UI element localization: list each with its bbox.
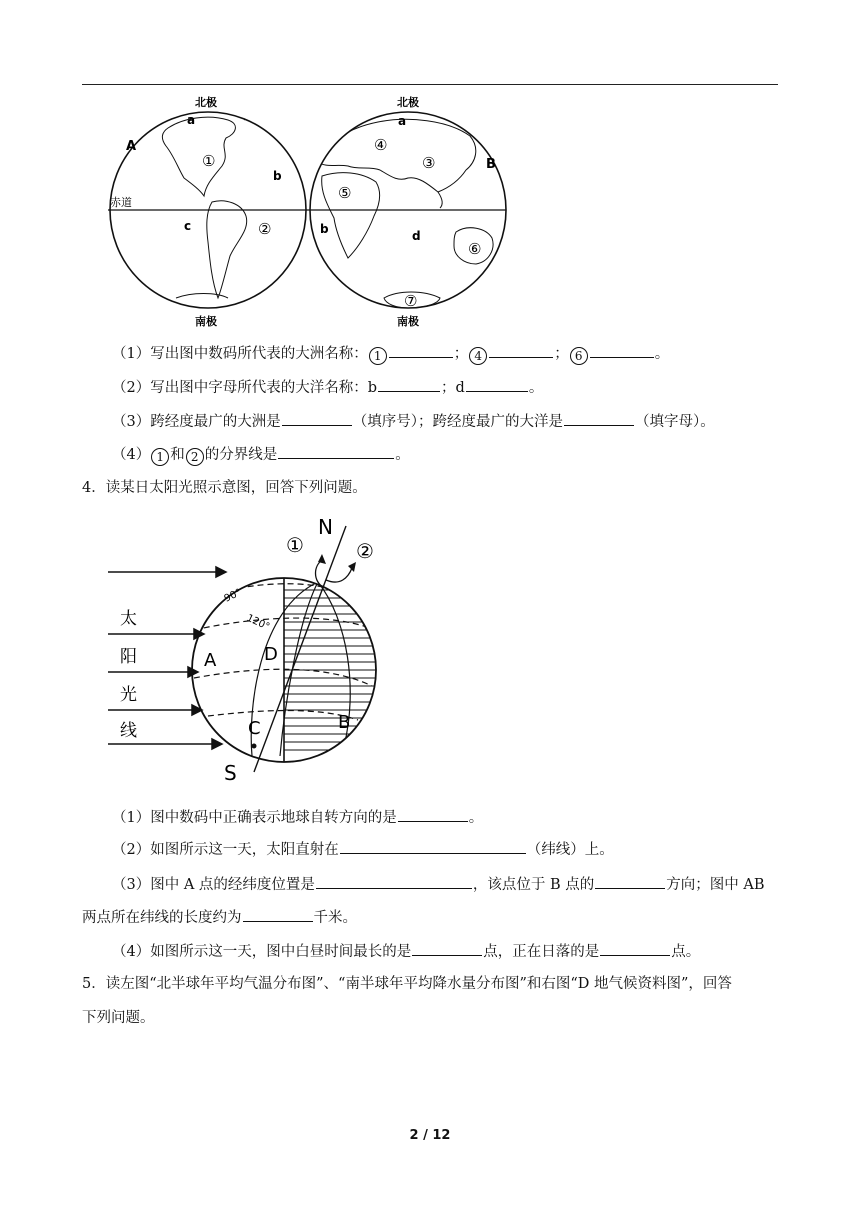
circle-4: 4 — [469, 347, 487, 365]
period: 。 — [528, 380, 544, 396]
longitude-90-label: 90° — [222, 587, 244, 605]
q4-s2-text-b: （纬线）上。 — [526, 842, 614, 858]
sunlight-char-1: 太 — [120, 609, 137, 629]
page-number: 2 / 12 — [409, 1128, 451, 1143]
answer-blank[interactable] — [378, 376, 440, 392]
q4-line-3 — [112, 873, 765, 895]
longitude-120-label: 120° — [244, 612, 272, 633]
period: 。 — [654, 346, 670, 362]
answer-blank[interactable] — [243, 906, 313, 922]
arrow-2-label: ② — [356, 539, 374, 563]
equator-label: 赤道 — [110, 196, 132, 209]
separator: ； — [453, 346, 469, 362]
north-label: N — [318, 515, 333, 539]
q4-s4-text: （4）如图所示这一天，图中白昼时间最长的是 — [112, 944, 412, 960]
q4-line-1 — [112, 806, 483, 828]
answer-blank[interactable] — [489, 342, 553, 358]
q3-line-1 — [112, 342, 669, 365]
q3-s4-text-b: 的分界线是 — [204, 447, 278, 463]
continent-4-label: ④ — [374, 136, 388, 154]
q3-s2-text: （2）写出图中字母所代表的大洋名称：b — [112, 380, 378, 396]
continent-6-label: ⑥ — [468, 240, 482, 258]
q4-line-4 — [82, 906, 357, 928]
answer-blank[interactable] — [282, 410, 352, 426]
q4-s2-text: （2）如图所示这一天，太阳直射在 — [112, 842, 339, 858]
q3-s2-d: ；d — [441, 380, 465, 396]
answer-blank[interactable] — [278, 443, 394, 459]
q4-s3-text-e: 千米。 — [313, 910, 357, 926]
q3-s4-text: （4） — [112, 447, 151, 463]
period: 。 — [395, 447, 410, 463]
q3-s1-text: （1）写出图中数码所代表的大洲名称： — [112, 346, 368, 362]
label-B: B — [486, 157, 496, 172]
answer-blank[interactable] — [600, 940, 670, 956]
q4-s3-text-d: 两点所在纬线的长度约为 — [82, 910, 242, 926]
q4-s3-text-b: ，该点位于 B 点的 — [472, 877, 595, 893]
q3-line-3 — [112, 410, 715, 432]
point-D-label: D — [264, 644, 278, 665]
sunlight-char-2: 阳 — [120, 647, 137, 667]
sunlight-char-4: 线 — [120, 721, 137, 741]
answer-blank[interactable] — [595, 873, 665, 889]
q4-s4-text-c: 点。 — [671, 944, 701, 960]
q4-title: 4．读某日太阳光照示意图，回答下列问题。 — [82, 480, 367, 496]
arrow-1-label: ① — [286, 533, 304, 557]
north-pole-right-label: 北极 — [397, 96, 419, 109]
period: 。 — [468, 810, 484, 826]
q4-line-5 — [112, 940, 700, 962]
continent-2-label: ② — [258, 220, 272, 238]
label-a-left: a — [187, 113, 196, 127]
south-pole-left-label: 南极 — [195, 315, 217, 328]
label-b-right: b — [320, 222, 329, 236]
q4-line-2 — [112, 838, 614, 860]
continent-5-label: ⑤ — [338, 184, 352, 202]
q4-s4-text-b: 点，正在日落的是 — [483, 944, 600, 960]
q3-line-4 — [112, 443, 410, 466]
answer-blank[interactable] — [340, 838, 526, 854]
sunlight-char-3: 光 — [120, 685, 137, 705]
point-C-label: C — [248, 718, 261, 739]
circle-1: 1 — [151, 448, 169, 466]
south-pole-right-label: 南极 — [397, 315, 419, 328]
q4-s3-text: （3）图中 A 点的经纬度位置是 — [112, 877, 315, 893]
answer-blank[interactable] — [466, 376, 528, 392]
south-label: S — [224, 761, 237, 785]
continent-1-label: ① — [202, 152, 216, 170]
q4-s3-text-c: 方向；图中 AB — [666, 877, 765, 893]
answer-blank[interactable] — [316, 873, 472, 889]
label-d: d — [412, 229, 421, 243]
answer-blank[interactable] — [590, 342, 654, 358]
answer-blank[interactable] — [564, 410, 634, 426]
circle-6: 6 — [570, 347, 588, 365]
answer-blank[interactable] — [412, 940, 482, 956]
circle-1: 1 — [369, 347, 387, 365]
night-side-hatching — [194, 582, 378, 756]
q4-s1-text: （1）图中数码中正确表示地球自转方向的是 — [112, 810, 397, 826]
circle-2: 2 — [186, 448, 204, 466]
answer-blank[interactable] — [389, 342, 453, 358]
q5-line-1: 5．读左图“北半球年平均气温分布图”、“南半球年平均降水量分布图”和右图“D 地气候资料图”，回答 — [82, 976, 732, 992]
north-america-outline — [162, 117, 235, 196]
label-a-right: a — [398, 114, 407, 128]
label-A: A — [126, 139, 137, 154]
header-rule — [82, 84, 778, 85]
south-america-outline — [207, 201, 247, 298]
continent-3-label: ③ — [422, 154, 436, 172]
and-text: 和 — [170, 447, 185, 463]
point-A-label: A — [204, 650, 217, 671]
q3-line-2 — [112, 376, 543, 398]
continent-7-label: ⑦ — [404, 292, 418, 310]
q3-s3-text-c: （填字母）。 — [634, 414, 715, 430]
separator: ； — [554, 346, 569, 362]
q3-s3-text-b: （填序号）；跨经度最广的大洋是 — [352, 414, 563, 430]
hemisphere-map — [108, 92, 508, 332]
eurasia-outline — [318, 119, 476, 192]
q3-s3-text: （3）跨经度最广的大洲是 — [112, 414, 281, 430]
answer-blank[interactable] — [398, 806, 468, 822]
label-b-left: b — [273, 169, 282, 183]
q5-line-2: 下列问题。 — [82, 1010, 155, 1026]
label-c: c — [184, 219, 192, 233]
point-B-label: B — [338, 712, 351, 733]
sunlight-diagram — [108, 510, 408, 786]
north-pole-left-label: 北极 — [195, 96, 217, 109]
